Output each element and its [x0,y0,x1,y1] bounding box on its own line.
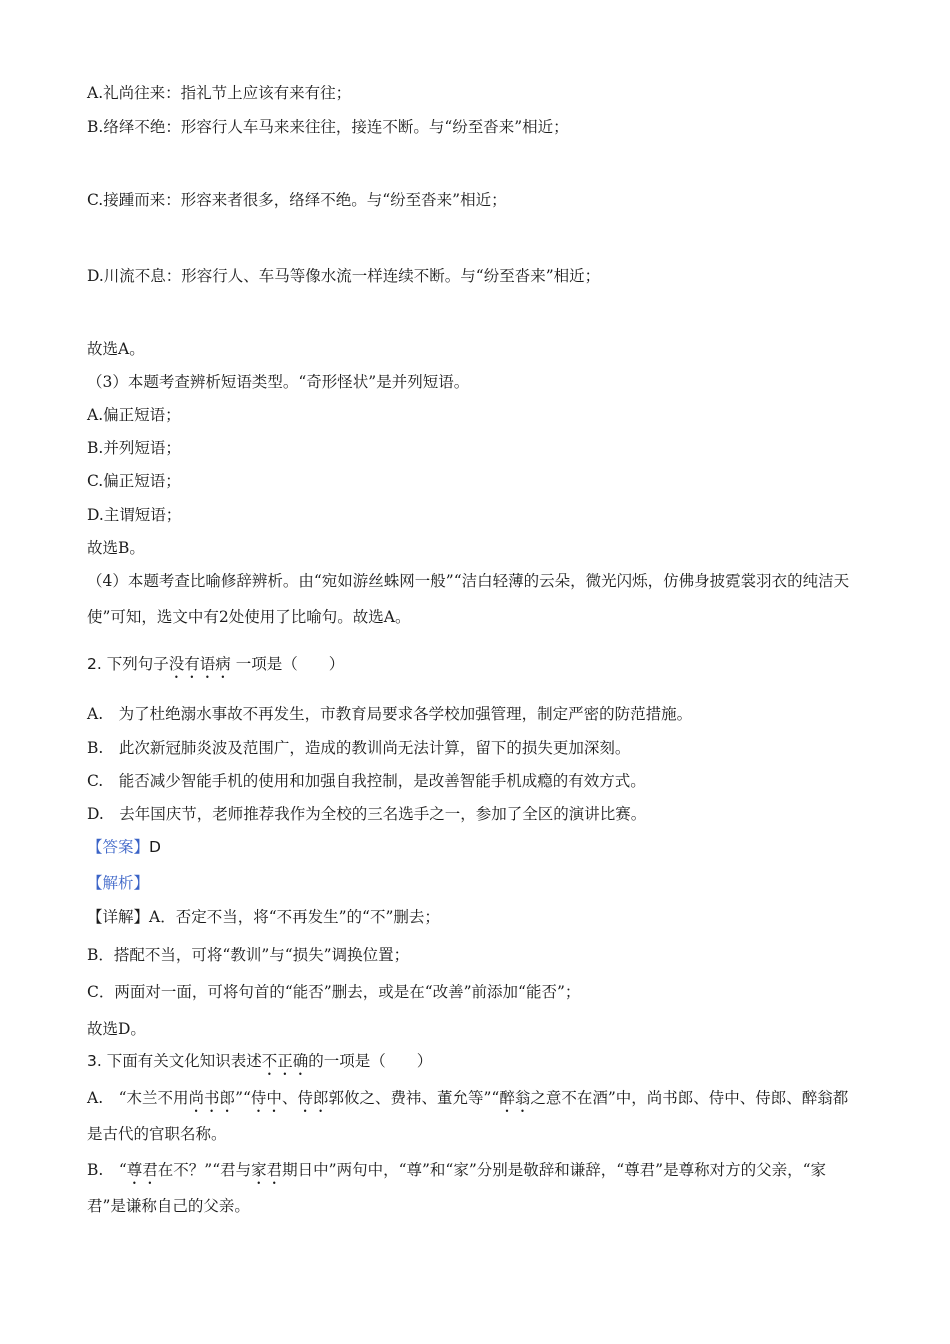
emphasis-text: 不正确 [261,1052,309,1070]
text: 在不？”“君与 [157,1161,252,1179]
emphasis-text: 家君 [251,1161,283,1179]
question-2-stem [87,653,858,682]
stem-text: 一项是（ ） [235,655,345,673]
text-line: D.川流不息：形容行人、车马等像水流一样连续不断。与“纷至沓来”相近； [87,267,601,285]
text-line: A.礼尚往来：指礼节上应该有来有往； [87,84,352,102]
question-number: 2. [87,655,102,673]
text: A. “木兰不用 [87,1089,189,1107]
text: ”“ [235,1089,251,1107]
text: 之意不在酒”中，尚书郎、侍中、侍郎、醉翁都是古代的官职名称。 [87,1089,849,1143]
text: 郭攸之、费祎、董允等”“ [328,1089,500,1107]
text-line: C.偏正短语； [87,472,181,490]
answer-label: 【答案】 [87,838,150,856]
q3-option-a [87,1080,858,1152]
stem-text: 下面有关文化知识表述 [106,1052,262,1070]
text-line: B.络绎不绝：形容行人车马来来往往，接连不断。与“纷至沓来”相近； [87,118,569,136]
stem-text: 下列句子 [106,655,169,673]
text-line: B.并列短语； [87,439,181,457]
detail-line: C．两面对一面，可将句首的“能否”删去，或是在“改善”前添加“能否”； [87,983,581,1001]
question-3-stem [87,1050,858,1079]
emphasis-text: 尊君 [126,1161,158,1179]
option-a: A. 为了杜绝溺水事故不再发生，市教育局要求各学校加强管理，制定严密的防范措施。 [87,705,693,723]
question-number: 3. [87,1052,102,1070]
text-line: C.接踵而来：形容来者很多，络绎不绝。与“纷至沓来”相近； [87,191,507,209]
text: 期日中”两句中，“尊”和“家”分别是敬辞和谦辞，“尊君”是尊称对方的父亲，“家君”是谦称自己的父亲。 [87,1161,827,1215]
text-line: （3）本题考查辨析短语类型。“奇形怪状”是并列短语。 [87,373,470,391]
option-b: B. 此次新冠肺炎波及范围广，造成的教训尚无法计算，留下的损失更加深刻。 [87,739,631,757]
detail-line: 【详解】A．否定不当，将“不再发生”的“不”删去； [87,908,440,926]
answer-value: D [149,838,161,856]
emphasis-text: 侍中 [250,1089,282,1107]
emphasis-text: 侍郎 [297,1089,329,1107]
text-line: 故选B。 [87,539,145,557]
detail-line: B．搭配不当，可将“教训”与“损失”调换位置； [87,946,410,964]
emphasis-text: 醉翁 [499,1089,531,1107]
emphasis-text: 没有语病 [168,655,231,673]
option-d: D. 去年国庆节，老师推荐我作为全校的三名选手之一，参加了全区的演讲比赛。 [87,805,647,823]
text: 、 [281,1089,298,1107]
text-paragraph: （4）本题考查比喻修辞辨析。由“宛如游丝蛛网一般”“洁白轻薄的云朵，微光闪烁，仿佛身披霓裳羽衣的纯洁天使”可知，选文中有2处使用了比喻句。故选A。 [87,572,850,626]
text: B. “ [87,1161,127,1179]
answer-line [87,836,858,858]
text-line: A.偏正短语； [87,406,181,424]
emphasis-text: 尚书郎 [188,1089,236,1107]
text-line: 故选A。 [87,340,145,358]
detail-line: 故选D。 [87,1020,146,1038]
q3-option-b [87,1152,858,1224]
stem-text: 的一项是（ ） [308,1052,433,1070]
analysis-label: 【解析】 [87,874,150,892]
option-c: C. 能否减少智能手机的使用和加强自我控制，是改善智能手机成瘾的有效方式。 [87,772,646,790]
text-line: D.主谓短语； [87,506,182,524]
